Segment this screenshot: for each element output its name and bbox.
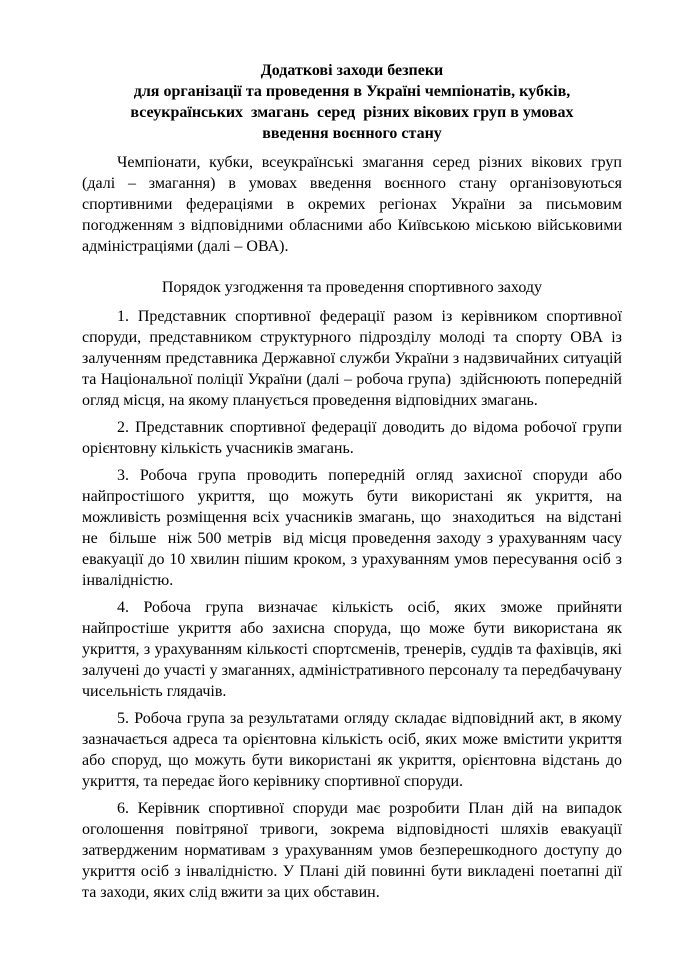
document-title: [82, 60, 622, 144]
list-item-5: 5. Робоча група за результатами огляду складає відповідний акт, в якому зазначається адреса та орієнтовна кількість осіб, яких може вмістити укриття або споруд, що можуть бути використані як укриття, орієнтовна відстань до укриття, та передає його керівнику спортивної споруди.: [82, 710, 630, 790]
section-heading: Порядок узгодження та проведення спортивного заходу: [161, 279, 543, 296]
list-item-1: 1. Представник спортивної федерації разом із керівником спортивної споруди, представником структурного підрозділу молоді та спорту ОВА із залученням представника Державної служби України з надзвичайних ситуацій та Національної поліції України (далі – робоча група) здійснюють попередній огляд місця, на якому планується проведення відповідних змагань.: [82, 308, 626, 409]
list-item-3: 3. Робоча група проводить попередній огляд захисної споруди або найпростішого укриття, що можуть бути використані як укриття, на можливість розміщення всіх учасників змагань, що знаходиться на відстані не більше ніж 500 метрів від місця проведення заходу з урахуванням часу евакуації до 10 хвилин пішим кроком, з урахуванням умов пересування осіб з інвалідністю.: [82, 467, 630, 589]
title-line-4: введення воєнного стану: [262, 125, 442, 142]
list-item-6: 6. Керівник спортивної споруди має розробити План дій на випадок оголошення повітряної тривоги, зокрема відповідності шляхів евакуації затвердженим нормативам з урахуванням умов безперешкодного доступу до укриття осіб з інвалідністю. У Плані дій повинні бути викладені поетапні дії та заходи, яких слід вжити за цих обставин.: [82, 800, 626, 901]
title-line-2: для організації та проведення в Україні чемпіонатів, кубків,: [133, 83, 571, 100]
list-item-2: 2. Представник спортивної федерації доводить до відома робочої групи орієнтовну кількість учасників змагань.: [82, 419, 626, 457]
intro-paragraph: Чемпіонати, кубки, всеукраїнські змагання серед різних вікових груп (далі – змагання) в умовах введення воєнного стану організовуються спортивними федераціями в окремих регіонах України за письмовим погодженням з відповідними обласними або Київською міською військовими адміністраціями (далі – ОВА).: [82, 154, 626, 255]
title-line-1: Додаткові заходи безпеки: [260, 62, 444, 79]
list-item-4: 4. Робоча група визначає кількість осіб, яких зможе прийняти найпростіше укриття або захисна споруда, що може бути використана як укриття, з урахуванням кількості спортсменів, тренерів, суддів та фахівців, які залучені до участі у змаганнях, адміністративного персоналу та передбачувану чисельність глядачів.: [82, 599, 626, 700]
title-line-3: всеукраїнських змагань серед різних вікових груп в умовах: [130, 104, 574, 121]
